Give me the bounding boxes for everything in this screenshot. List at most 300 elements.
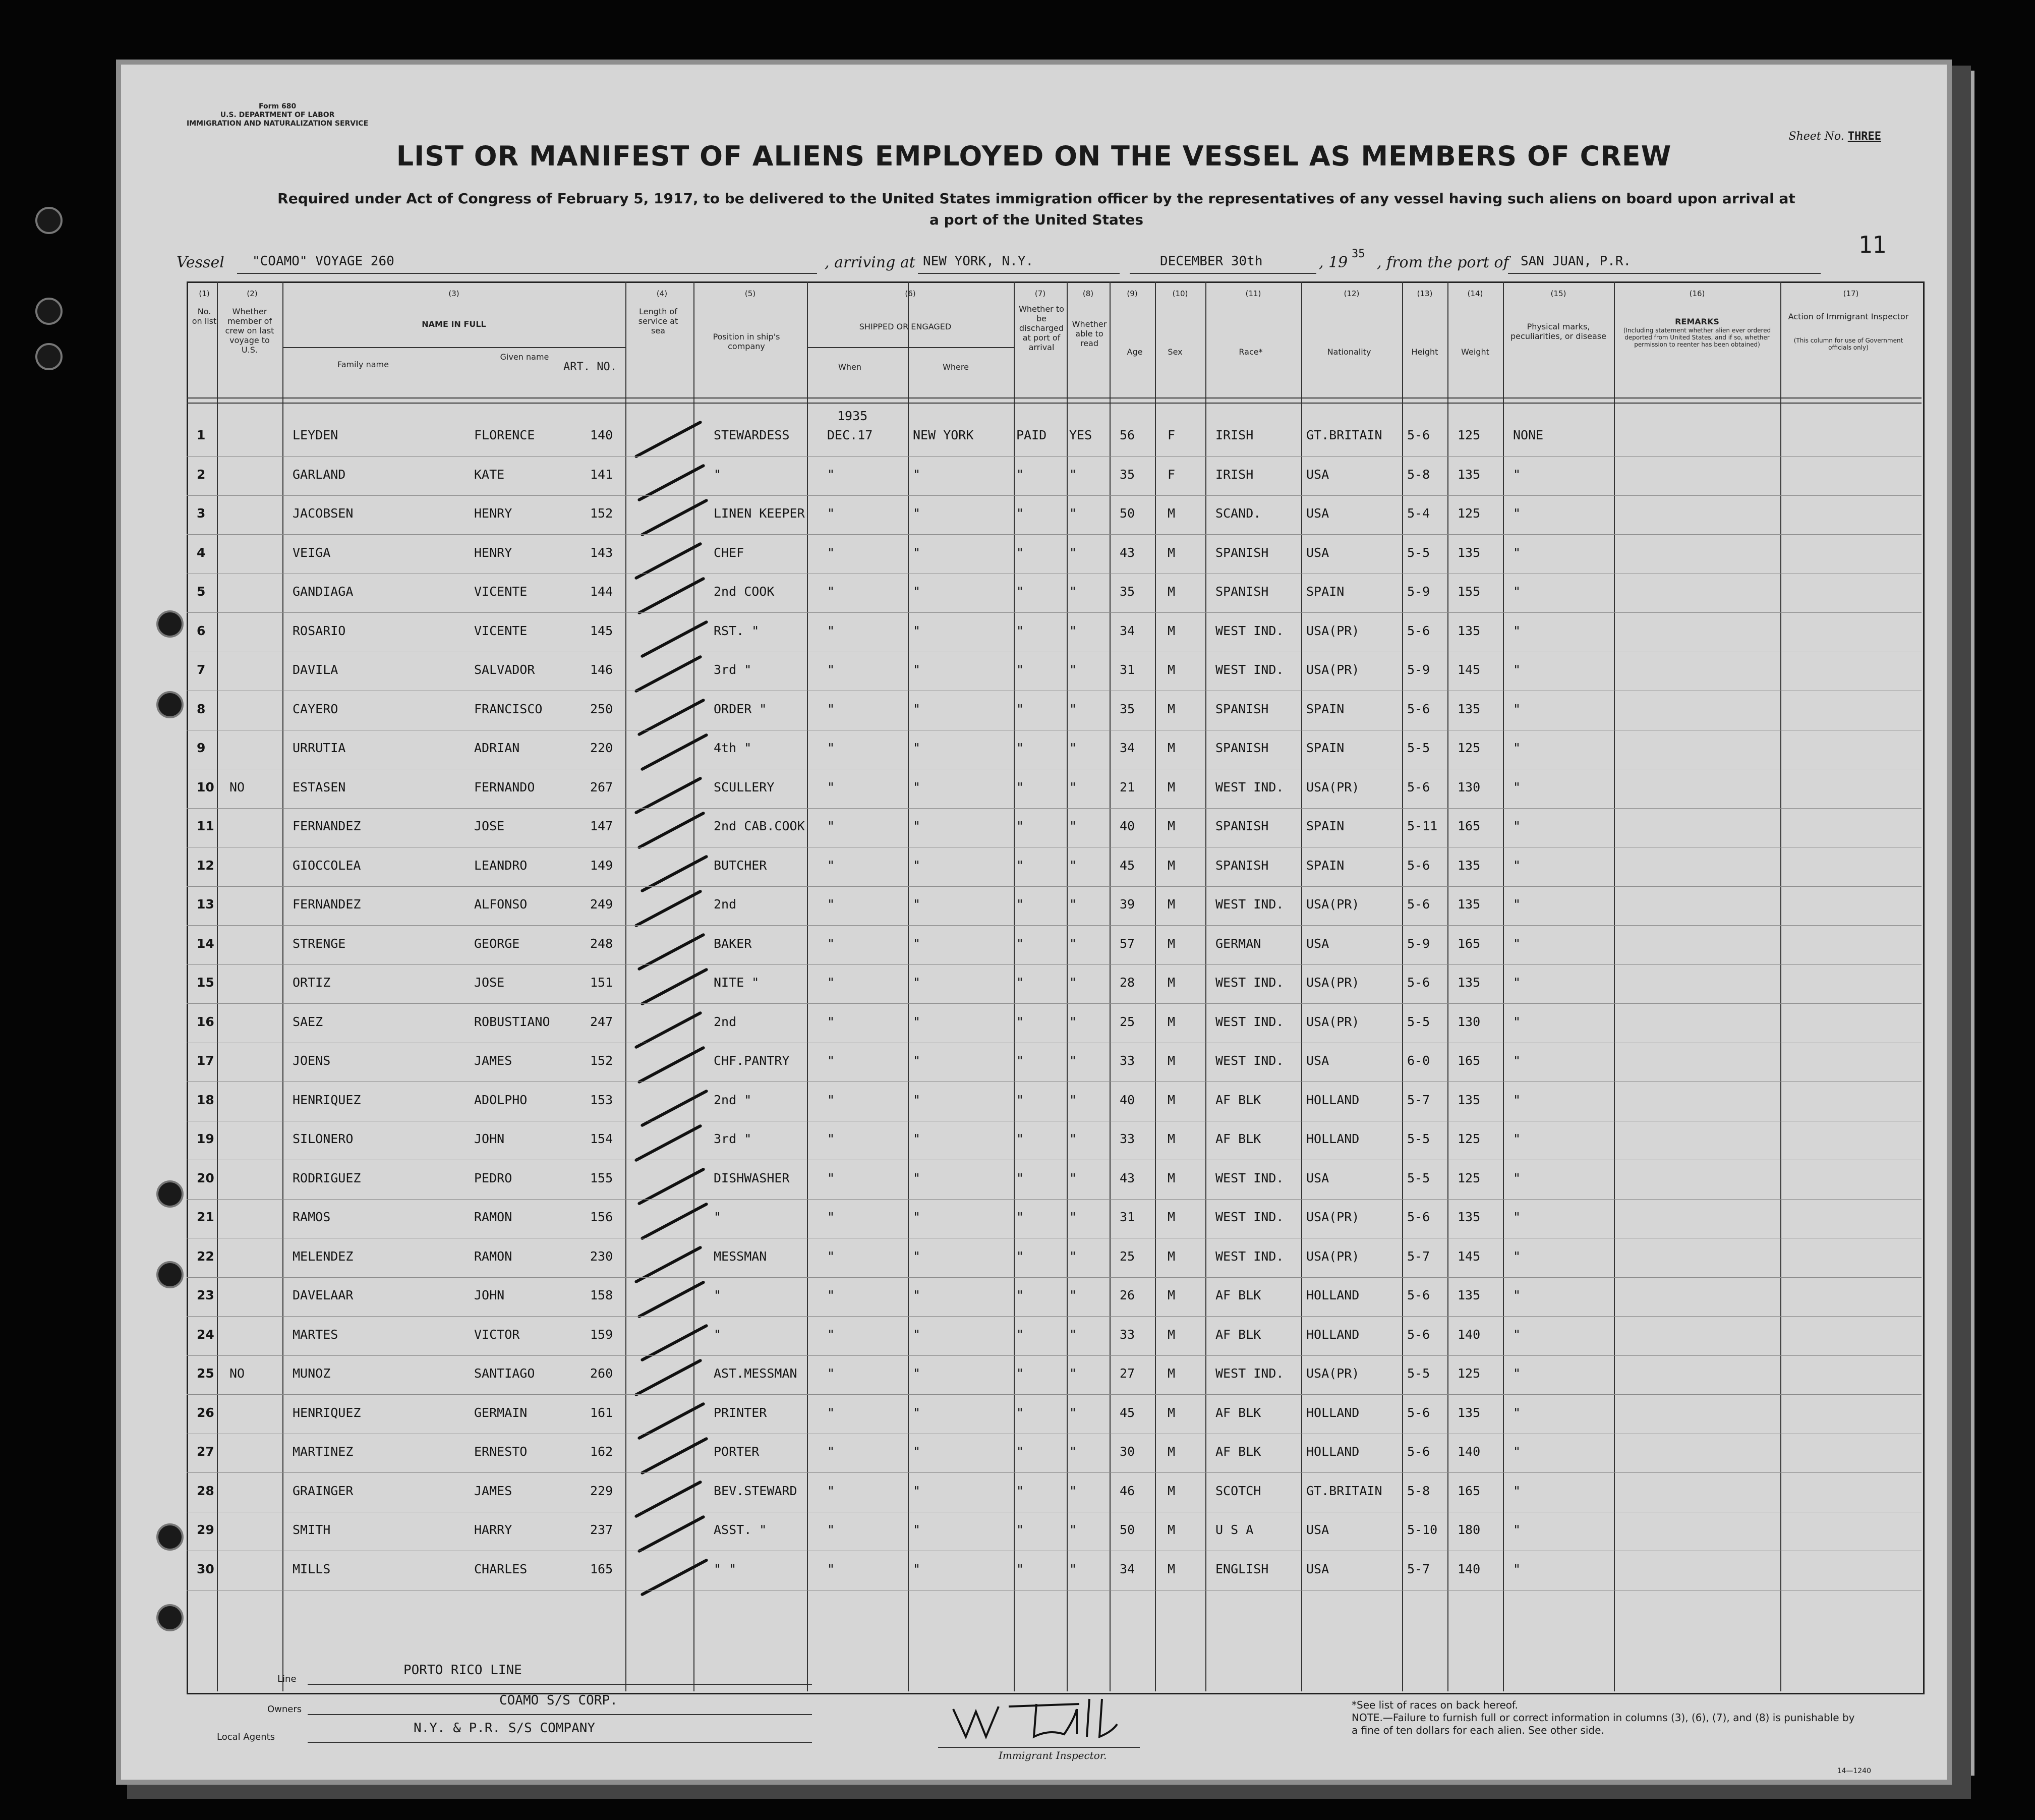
- able-to-read: ": [1069, 506, 1077, 521]
- binder-hole: [156, 610, 184, 638]
- article-number: 151: [590, 975, 613, 990]
- given-name: PEDRO: [474, 1170, 512, 1185]
- binder-hole: [35, 343, 63, 370]
- given-name: GEORGE: [474, 936, 520, 951]
- shipped-when: ": [827, 1483, 835, 1498]
- shipped-where: ": [913, 701, 921, 716]
- nationality: USA(PR): [1306, 897, 1360, 912]
- sex: M: [1168, 897, 1176, 912]
- nationality: GT.BRITAIN: [1306, 1483, 1382, 1498]
- given-name: JOSE: [474, 975, 505, 990]
- position: LINEN KEEPER: [714, 506, 805, 521]
- age: 35: [1120, 584, 1135, 599]
- given-name: HENRY: [474, 545, 512, 560]
- race: AF BLK: [1215, 1327, 1261, 1342]
- weight: 135: [1458, 975, 1481, 990]
- table-row: [187, 692, 1922, 730]
- able-to-read: ": [1069, 623, 1077, 638]
- discharged: ": [1016, 1561, 1024, 1576]
- position: RST. ": [714, 623, 760, 638]
- check-mark: [637, 811, 705, 849]
- race: WEST IND.: [1215, 623, 1284, 638]
- column-number: (2): [247, 289, 258, 298]
- sex: M: [1168, 975, 1176, 990]
- given-name: ERNESTO: [474, 1444, 528, 1459]
- race: WEST IND.: [1215, 1366, 1284, 1381]
- weight: 125: [1458, 506, 1481, 521]
- nationality: USA: [1306, 506, 1329, 521]
- able-to-read: ": [1069, 1366, 1077, 1381]
- given-name: HENRY: [474, 506, 512, 521]
- physical-marks: ": [1513, 506, 1521, 521]
- weight: 130: [1458, 779, 1481, 794]
- sex: M: [1168, 779, 1176, 794]
- column-number: (7): [1034, 289, 1046, 298]
- family-name: SAEZ: [293, 1014, 323, 1029]
- physical-marks: ": [1513, 584, 1521, 599]
- family-name: URRUTIA: [293, 741, 346, 755]
- shipped-where: ": [913, 506, 921, 521]
- given-name: ROBUSTIANO: [474, 1014, 550, 1029]
- row-number: 13: [197, 897, 214, 912]
- height: 5-7: [1407, 1248, 1430, 1264]
- shipped-where: ": [913, 1444, 921, 1459]
- physical-marks: ": [1513, 1288, 1521, 1302]
- vessel-line: [177, 248, 1816, 276]
- weight: 135: [1458, 545, 1481, 560]
- discharged: ": [1016, 1170, 1024, 1185]
- discharged: ": [1016, 545, 1024, 560]
- nationality: USA(PR): [1306, 1210, 1360, 1224]
- discharged: ": [1016, 741, 1024, 755]
- age: 28: [1120, 975, 1135, 990]
- check-mark: [634, 420, 702, 459]
- race: U S A: [1215, 1522, 1254, 1537]
- shipped-year: 1935: [837, 409, 868, 423]
- race: AF BLK: [1215, 1131, 1261, 1146]
- family-name: STRENGE: [293, 936, 346, 951]
- weight: 135: [1458, 1092, 1481, 1107]
- check-mark: [637, 1280, 705, 1319]
- discharged: ": [1016, 1327, 1024, 1342]
- weight: 180: [1458, 1522, 1481, 1537]
- family-name: GARLAND: [293, 467, 346, 482]
- family-name: FERNANDEZ: [293, 819, 361, 833]
- discharged: ": [1016, 623, 1024, 638]
- nationality: USA(PR): [1306, 662, 1360, 677]
- physical-marks: ": [1513, 1014, 1521, 1029]
- shipped-when: ": [827, 545, 835, 560]
- given-name: VICENTE: [474, 623, 528, 638]
- shipped-when: ": [827, 1170, 835, 1185]
- family-name: JACOBSEN: [293, 506, 354, 521]
- weight: 140: [1458, 1444, 1481, 1459]
- header-family-name: Family name: [337, 360, 389, 369]
- column-number: (4): [656, 289, 668, 298]
- family-name: GIOCCOLEA: [293, 858, 361, 873]
- able-to-read: ": [1069, 584, 1077, 599]
- column-number: (12): [1344, 289, 1360, 298]
- header-age: Age: [1127, 347, 1143, 357]
- row-number: 4: [197, 545, 206, 560]
- check-mark: [640, 968, 708, 1006]
- table-row: [187, 457, 1922, 496]
- table-row: [187, 1004, 1922, 1043]
- row-number: 8: [197, 701, 206, 716]
- column-number: (17): [1843, 289, 1859, 298]
- given-name: CHARLES: [474, 1561, 528, 1576]
- column-number: (13): [1417, 289, 1433, 298]
- given-name: VICENTE: [474, 584, 528, 599]
- given-name: HARRY: [474, 1522, 512, 1537]
- height: 5-5: [1407, 545, 1430, 560]
- able-to-read: ": [1069, 1131, 1077, 1146]
- position: 2nd: [714, 1014, 737, 1029]
- height: 5-6: [1407, 1405, 1430, 1420]
- weight: 125: [1458, 1131, 1481, 1146]
- table-row: [187, 1083, 1922, 1121]
- table-row: [187, 535, 1922, 574]
- header-divider: [187, 397, 1922, 399]
- row-number: 17: [197, 1053, 214, 1068]
- sex: M: [1168, 1131, 1176, 1146]
- given-name: LEANDRO: [474, 858, 528, 873]
- shipped-when: ": [827, 741, 835, 755]
- line-value: PORTO RICO LINE: [403, 1663, 522, 1678]
- race: WEST IND.: [1215, 1053, 1284, 1068]
- discharged: ": [1016, 662, 1024, 677]
- owners-label: Owners: [267, 1704, 302, 1715]
- vessel-label: Vessel: [177, 254, 224, 271]
- family-name: DAVILA: [293, 662, 338, 677]
- row-number: 12: [197, 858, 214, 873]
- shipped-when: ": [827, 467, 835, 482]
- shipped-when: ": [827, 975, 835, 990]
- sex: M: [1168, 506, 1176, 521]
- discharged: ": [1016, 1522, 1024, 1537]
- position: 2nd ": [714, 1092, 752, 1107]
- able-to-read: ": [1069, 1483, 1077, 1498]
- table-row: [187, 652, 1922, 691]
- nationality: USA(PR): [1306, 1248, 1360, 1264]
- binder-hole: [156, 1180, 184, 1208]
- able-to-read: ": [1069, 1444, 1077, 1459]
- able-to-read: ": [1069, 819, 1077, 833]
- weight: 135: [1458, 467, 1481, 482]
- position: 3rd ": [714, 1131, 752, 1146]
- article-number: 159: [590, 1327, 613, 1342]
- discharged: ": [1016, 1405, 1024, 1420]
- weight: 135: [1458, 1405, 1481, 1420]
- able-to-read: YES: [1069, 428, 1092, 442]
- physical-marks: ": [1513, 936, 1521, 951]
- inspector-signature: [948, 1689, 1120, 1744]
- position: 2nd: [714, 897, 737, 912]
- header-shipped-engaged: SHIPPED OR ENGAGED: [859, 322, 952, 331]
- row-number: 6: [197, 623, 206, 638]
- shipped-where: ": [913, 1248, 921, 1264]
- discharged: ": [1016, 1053, 1024, 1068]
- able-to-read: ": [1069, 1522, 1077, 1537]
- article-number: 156: [590, 1210, 613, 1224]
- sex: M: [1168, 741, 1176, 755]
- given-name: FLORENCE: [474, 428, 535, 442]
- arrival-date: DECEMBER 30th: [1160, 254, 1263, 269]
- article-number: 249: [590, 897, 613, 912]
- shipped-where: ": [913, 858, 921, 873]
- sex: M: [1168, 1327, 1176, 1342]
- table-row: [187, 1278, 1922, 1317]
- age: 30: [1120, 1444, 1135, 1459]
- nationality: SPAIN: [1306, 701, 1345, 716]
- weight: 165: [1458, 936, 1481, 951]
- shipped-where: ": [913, 1288, 921, 1302]
- given-name: GERMAIN: [474, 1405, 528, 1420]
- article-number: 165: [590, 1561, 613, 1576]
- weight: 140: [1458, 1327, 1481, 1342]
- age: 40: [1120, 819, 1135, 833]
- nationality: USA: [1306, 1522, 1329, 1537]
- position: SCULLERY: [714, 779, 775, 794]
- position: ASST. ": [714, 1522, 767, 1537]
- race: IRISH: [1215, 428, 1254, 442]
- article-number: 247: [590, 1014, 613, 1029]
- weight: 125: [1458, 1170, 1481, 1185]
- table-row: [187, 613, 1922, 652]
- discharged: ": [1016, 1366, 1024, 1381]
- race: IRISH: [1215, 467, 1254, 482]
- physical-marks: ": [1513, 467, 1521, 482]
- age: 50: [1120, 506, 1135, 521]
- row-number: 2: [197, 467, 206, 482]
- shipped-when: DEC.17: [827, 428, 873, 442]
- article-number: 237: [590, 1522, 613, 1537]
- article-number: 144: [590, 584, 613, 599]
- nationality: USA: [1306, 467, 1329, 482]
- family-name: GANDIAGA: [293, 584, 354, 599]
- shipped-where: ": [913, 623, 921, 638]
- race: WEST IND.: [1215, 1210, 1284, 1224]
- physical-marks: ": [1513, 1405, 1521, 1420]
- weight: 135: [1458, 701, 1481, 716]
- table-row: [187, 887, 1922, 926]
- age: 33: [1120, 1053, 1135, 1068]
- shipped-where: ": [913, 779, 921, 794]
- shipped-where: ": [913, 1327, 921, 1342]
- shipped-where: ": [913, 1131, 921, 1146]
- row-number: 23: [197, 1288, 214, 1302]
- able-to-read: ": [1069, 1561, 1077, 1576]
- physical-marks: ": [1513, 623, 1521, 638]
- row-number: 11: [197, 819, 214, 833]
- position: BAKER: [714, 936, 752, 951]
- article-number: 161: [590, 1405, 613, 1420]
- physical-marks: ": [1513, 1170, 1521, 1185]
- shipped-when: ": [827, 584, 835, 599]
- article-number: 248: [590, 936, 613, 951]
- column-number: (11): [1245, 289, 1261, 298]
- table-row: [187, 1239, 1922, 1278]
- nationality: USA: [1306, 1053, 1329, 1068]
- able-to-read: ": [1069, 858, 1077, 873]
- given-name: ADRIAN: [474, 741, 520, 755]
- shipped-when: ": [827, 936, 835, 951]
- member-last-voyage: NO: [229, 1366, 245, 1381]
- age: 35: [1120, 701, 1135, 716]
- age: 34: [1120, 1561, 1135, 1576]
- sex: M: [1168, 1014, 1176, 1029]
- row-number: 7: [197, 662, 206, 677]
- shipped-when: ": [827, 623, 835, 638]
- given-name: RAMON: [474, 1248, 512, 1264]
- header-race: Race*: [1239, 347, 1263, 357]
- height: 5-6: [1407, 1327, 1430, 1342]
- sheet-number-label: Sheet No.: [1788, 130, 1844, 143]
- article-number: 250: [590, 701, 613, 716]
- check-mark: [634, 889, 702, 928]
- arriving-label: , arriving at: [825, 254, 915, 271]
- weight: 135: [1458, 1288, 1481, 1302]
- row-number: 14: [197, 936, 214, 951]
- physical-marks: ": [1513, 858, 1521, 873]
- header-sex: Sex: [1168, 347, 1183, 357]
- height: 5-5: [1407, 1366, 1430, 1381]
- height: 5-6: [1407, 1210, 1430, 1224]
- age: 57: [1120, 936, 1135, 951]
- row-number: 21: [197, 1210, 214, 1224]
- age: 56: [1120, 428, 1135, 442]
- height: 5-9: [1407, 662, 1430, 677]
- height: 5-9: [1407, 584, 1430, 599]
- shipped-when: ": [827, 1366, 835, 1381]
- nationality: USA(PR): [1306, 623, 1360, 638]
- physical-marks: ": [1513, 662, 1521, 677]
- height: 5-6: [1407, 779, 1430, 794]
- print-code: 14—1240: [1837, 1767, 1871, 1775]
- nationality: HOLLAND: [1306, 1444, 1360, 1459]
- position: DISHWASHER: [714, 1170, 790, 1185]
- family-name: MILLS: [293, 1561, 331, 1576]
- table-row: [187, 1200, 1922, 1238]
- shipped-when: ": [827, 1014, 835, 1029]
- sex: F: [1168, 428, 1176, 442]
- able-to-read: ": [1069, 1092, 1077, 1107]
- able-to-read: ": [1069, 662, 1077, 677]
- physical-marks: ": [1513, 741, 1521, 755]
- column-number: (5): [744, 289, 756, 298]
- owners-value: COAMO S/S CORP.: [499, 1693, 618, 1708]
- race: AF BLK: [1215, 1288, 1261, 1302]
- physical-marks: ": [1513, 545, 1521, 560]
- position: 2nd CAB.COOK: [714, 819, 805, 833]
- able-to-read: ": [1069, 701, 1077, 716]
- race: SPANISH: [1215, 584, 1269, 599]
- vessel-name: "COAMO" VOYAGE 260: [252, 254, 394, 269]
- position: ORDER ": [714, 701, 767, 716]
- age: 45: [1120, 1405, 1135, 1420]
- weight: 165: [1458, 819, 1481, 833]
- age: 35: [1120, 467, 1135, 482]
- shipped-where: ": [913, 936, 921, 951]
- nationality: USA: [1306, 1170, 1329, 1185]
- discharged: ": [1016, 858, 1024, 873]
- document-title: LIST OR MANIFEST OF ALIENS EMPLOYED ON THE VESSEL AS MEMBERS OF CREW: [396, 140, 1672, 172]
- race: SCOTCH: [1215, 1483, 1261, 1498]
- sex: M: [1168, 623, 1176, 638]
- inspector-label: Immigrant Inspector.: [999, 1749, 1107, 1761]
- shipped-when: ": [827, 897, 835, 912]
- header-height: Height: [1411, 347, 1438, 357]
- race: SPANISH: [1215, 701, 1269, 716]
- age: 43: [1120, 545, 1135, 560]
- discharged: ": [1016, 1483, 1024, 1498]
- height: 5-6: [1407, 701, 1430, 716]
- shipped-where: ": [913, 545, 921, 560]
- article-number: 154: [590, 1131, 613, 1146]
- header-position: Position in ship's company: [713, 332, 780, 351]
- header-whether-member: Whether member of crew on last voyage to U.S.: [225, 307, 274, 355]
- physical-marks: ": [1513, 1248, 1521, 1264]
- physical-marks: ": [1513, 1092, 1521, 1107]
- row-number: 18: [197, 1092, 214, 1107]
- sex: M: [1168, 1483, 1176, 1498]
- family-name: CAYERO: [293, 701, 338, 716]
- shipped-when: ": [827, 779, 835, 794]
- table-row: [187, 848, 1922, 887]
- row-number: 30: [197, 1561, 214, 1576]
- position: MESSMAN: [714, 1248, 767, 1264]
- height: 6-0: [1407, 1053, 1430, 1068]
- sex: M: [1168, 545, 1176, 560]
- table-row: [187, 1434, 1922, 1473]
- penalty-note: NOTE.—Failure to furnish full or correct information in columns (3), (6), (7), and (8) is punishable by a fine of ten dollars for each alien. See other side.: [1352, 1712, 1855, 1736]
- member-last-voyage: NO: [229, 779, 245, 794]
- physical-marks: ": [1513, 1327, 1521, 1342]
- sex: M: [1168, 1053, 1176, 1068]
- given-name: ADOLPHO: [474, 1092, 528, 1107]
- family-name: VEIGA: [293, 545, 331, 560]
- nationality: USA: [1306, 545, 1329, 560]
- binder-hole: [156, 1523, 184, 1551]
- row-number: 1: [197, 428, 206, 442]
- age: 25: [1120, 1014, 1135, 1029]
- sex: M: [1168, 701, 1176, 716]
- family-name: RAMOS: [293, 1210, 331, 1224]
- shipped-where: ": [913, 1092, 921, 1107]
- nationality: USA(PR): [1306, 779, 1360, 794]
- able-to-read: ": [1069, 779, 1077, 794]
- shipped-when: ": [827, 858, 835, 873]
- able-to-read: ": [1069, 467, 1077, 482]
- nationality: USA(PR): [1306, 975, 1360, 990]
- physical-marks: ": [1513, 1053, 1521, 1068]
- able-to-read: ": [1069, 975, 1077, 990]
- row-number: 22: [197, 1248, 214, 1264]
- sex: M: [1168, 936, 1176, 951]
- weight: 155: [1458, 584, 1481, 599]
- row-number: 20: [197, 1170, 214, 1185]
- discharged: ": [1016, 1210, 1024, 1224]
- height: 5-11: [1407, 819, 1438, 833]
- table-row: [187, 965, 1922, 1004]
- column-number: (14): [1467, 289, 1483, 298]
- article-number: 267: [590, 779, 613, 794]
- position: ": [714, 1327, 722, 1342]
- binder-hole: [156, 1604, 184, 1631]
- family-name: SILONERO: [293, 1131, 354, 1146]
- sex: M: [1168, 1092, 1176, 1107]
- sex: M: [1168, 1405, 1176, 1420]
